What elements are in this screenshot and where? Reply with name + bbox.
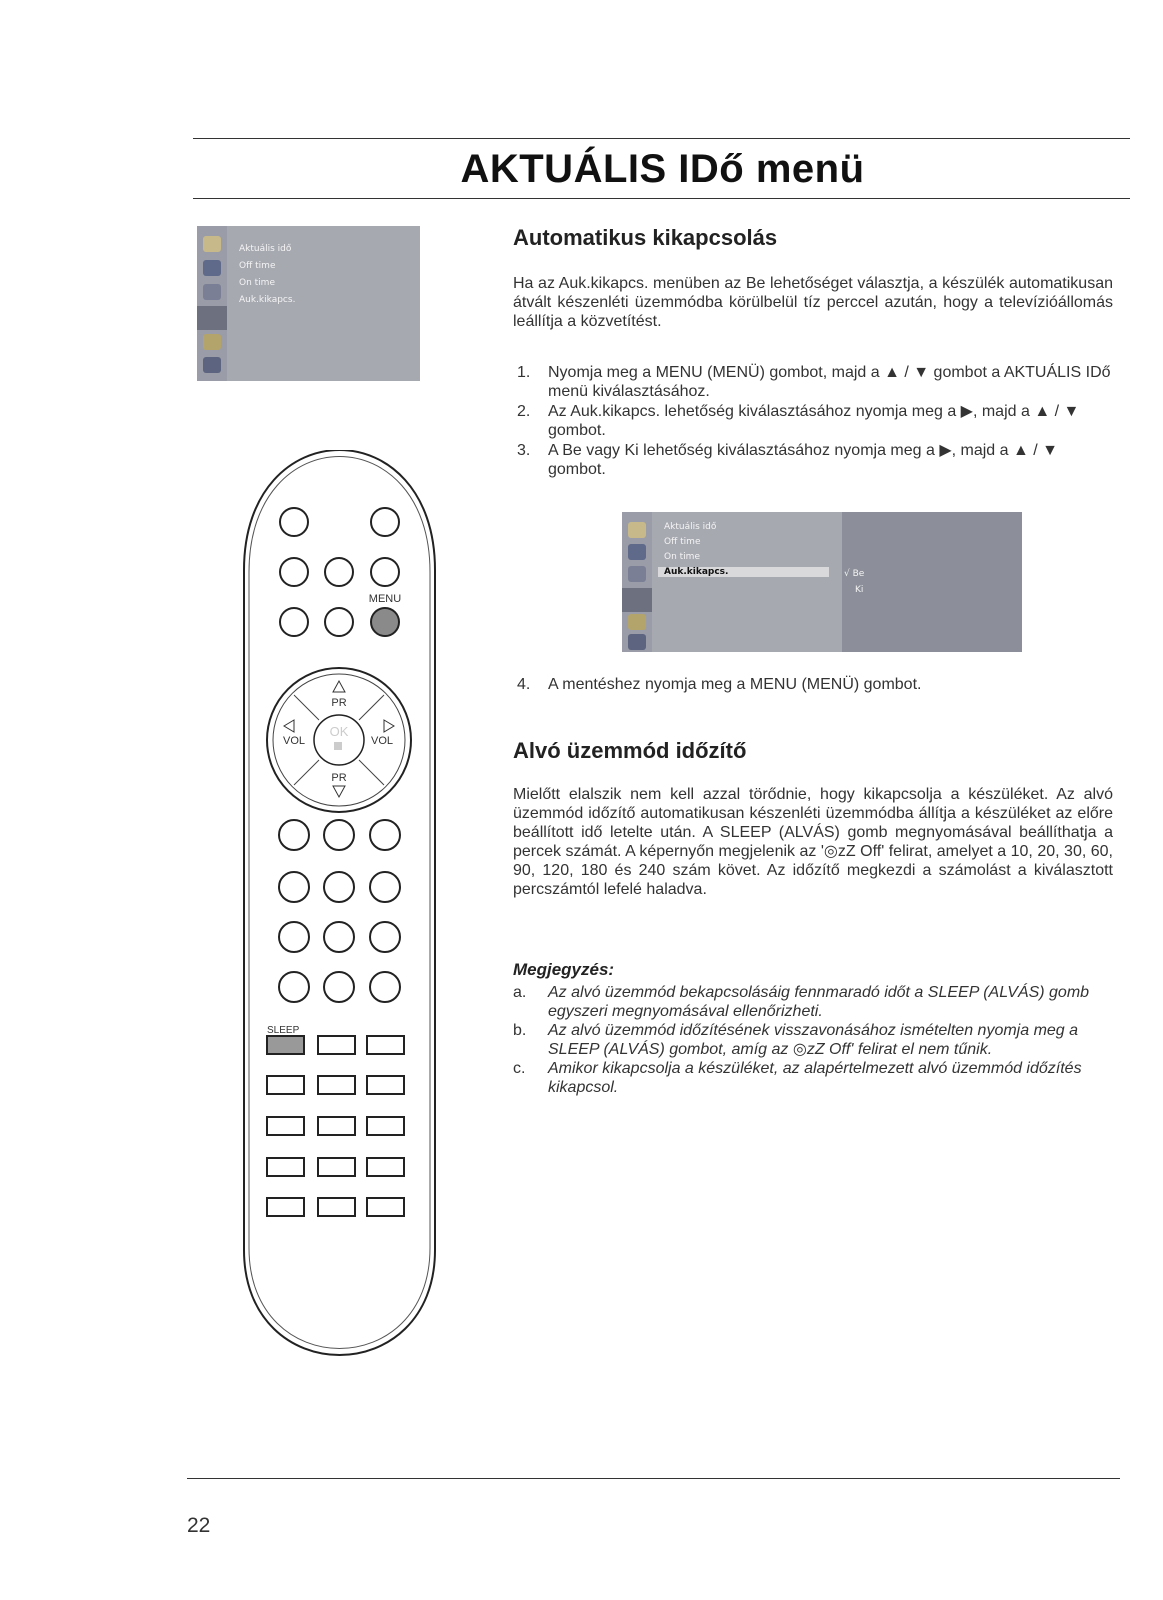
section-heading-auto-off: Automatikus kikapcsolás: [513, 225, 778, 250]
remote-rect-button: [367, 1158, 404, 1176]
sound-menu-icon: [628, 544, 646, 560]
remote-rect-button: [367, 1198, 404, 1216]
notes-list: [513, 983, 1113, 1097]
number-button: [279, 972, 309, 1002]
step-item: [513, 363, 1113, 401]
note-letter: b.: [513, 1022, 527, 1039]
number-button: [324, 972, 354, 1002]
remote-rect-button: [367, 1036, 404, 1054]
step-number: 4.: [517, 676, 531, 693]
note-letter: c.: [513, 1060, 526, 1077]
step-number: 3.: [517, 442, 531, 459]
picture-menu-icon: [628, 522, 646, 538]
step-text: A Be vagy Ki lehetőség kiválasztásához nyomja meg a ▶, majd a ▲ / ▼ gombot.: [548, 442, 1058, 478]
auto-off-steps: [513, 363, 1113, 480]
sleep-paragraph: Mielőtt elalszik nem kell azzal törődnie, hogy kikapcsolja a készüléket. Az alvó üzemmód időzítő automatikusan készenléti üzemmódba állítja a készüléket az előre beállított idő letelte után. A SLEEP (ALVÁS) gomb megnyomásával beállíthatja a percek számát. A képernyőn megjelenik az '◎zZ Off' felirat, amelyet a 10, 20, 30, 60, 90, 120, 180 és 240 szám követ. Az időzítő megkezdi a számolást a kiválasztott percszámtól lefelé haladva.: [513, 786, 1113, 898]
number-button: [370, 872, 400, 902]
pr-up-label: PR: [331, 697, 347, 709]
note-item: [513, 983, 1113, 1021]
step-number: 2.: [517, 403, 531, 420]
footer-rule: [187, 1478, 1120, 1479]
remote-rect-button: [267, 1117, 304, 1135]
number-button: [370, 922, 400, 952]
remote-rect-button: [318, 1036, 355, 1054]
number-button: [279, 820, 309, 850]
picture-menu-icon: [203, 236, 221, 252]
osd-small-item-auto-off: Auk.kikapcs.: [239, 295, 296, 305]
option-menu-icon: [628, 634, 646, 650]
number-button: [279, 922, 309, 952]
sleep-button-label: SLEEP: [267, 1025, 300, 1036]
remote-rect-button: [267, 1158, 304, 1176]
remote-rect-button: [318, 1198, 355, 1216]
pr-down-label: PR: [331, 772, 347, 784]
ok-button-square-icon: [334, 742, 342, 750]
step-item: [513, 441, 1113, 479]
note-item: [513, 1021, 1113, 1059]
ok-button: [314, 715, 364, 765]
osd-large-item-clock: Aktuális idő: [664, 522, 717, 532]
time-menu-icon: [197, 306, 227, 330]
note-text: Az alvó üzemmód bekapcsolásáig fennmaradó időt a SLEEP (ALVÁS) gomb egyszeri megnyomásával ellenőrizheti.: [548, 984, 1090, 1020]
number-button: [370, 820, 400, 850]
sound-menu-icon: [203, 260, 221, 276]
channel-menu-icon: [203, 284, 221, 300]
osd-large-item-on-time: On time: [664, 552, 700, 562]
number-button: [370, 972, 400, 1002]
remote-button: [371, 508, 399, 536]
menu-button-label: MENU: [368, 593, 402, 605]
osd-option-be: √ Be: [844, 569, 865, 579]
vol-left-label: VOL: [282, 735, 306, 747]
note-item: [513, 1059, 1113, 1097]
note-text: Az alvó üzemmód időzítésének visszavonásához ismételten nyomja meg a SLEEP (ALVÁS) gombot, amíg az ◎zZ Off' felirat el nem tűnik.: [548, 1022, 1079, 1058]
channel-menu-icon: [628, 566, 646, 582]
header-rule-bottom: [193, 198, 1130, 199]
number-button: [279, 872, 309, 902]
osd-option-ki: Ki: [855, 585, 864, 595]
remote-control-illustration: [232, 450, 447, 1380]
osd-small-item-off-time: Off time: [239, 261, 276, 271]
section-heading-sleep: Alvó üzemmód időzítő: [513, 738, 747, 763]
osd-submenu-panel: [842, 512, 1022, 652]
remote-rect-button: [318, 1117, 355, 1135]
remote-rect-button: [318, 1158, 355, 1176]
remote-rect-button: [367, 1076, 404, 1094]
page-title: AKTUÁLIS IDő menü: [460, 147, 865, 191]
remote-button: [280, 608, 308, 636]
note-letter: a.: [513, 984, 527, 1001]
remote-rect-button: [267, 1076, 304, 1094]
remote-rect-button: [267, 1198, 304, 1216]
remote-button: [280, 508, 308, 536]
remote-rect-button: [367, 1117, 404, 1135]
step-number: 1.: [517, 364, 531, 381]
osd-menu-small: [197, 226, 420, 381]
header-rule-top: [193, 138, 1130, 139]
time-menu-icon: [622, 588, 652, 612]
step-item: [513, 402, 1113, 440]
step-text: Az Auk.kikapcs. lehetőség kiválasztásához nyomja meg a ▶, majd a ▲ / ▼ gombot.: [548, 403, 1080, 439]
setup-menu-icon: [628, 614, 646, 630]
number-button: [324, 872, 354, 902]
remote-button: [371, 558, 399, 586]
step-item: [513, 675, 1113, 694]
remote-rect-button: [318, 1076, 355, 1094]
osd-large-item-auto-off: Auk.kikapcs.: [658, 567, 829, 577]
auto-off-step4: [513, 675, 1113, 695]
step-text: A mentéshez nyomja meg a MENU (MENÜ) gombot.: [548, 676, 922, 693]
step-text: Nyomja meg a MENU (MENÜ) gombot, majd a ▲ / ▼ gombot a AKTUÁLIS IDő menü kiválasztásához.: [548, 364, 1111, 400]
osd-small-item-on-time: On time: [239, 278, 275, 288]
remote-button: [325, 608, 353, 636]
number-button: [324, 820, 354, 850]
setup-menu-icon: [203, 334, 221, 350]
vol-right-label: VOL: [370, 735, 394, 747]
number-button: [324, 922, 354, 952]
ok-button-label: OK: [329, 724, 349, 739]
option-menu-icon: [203, 357, 221, 373]
sleep-button: [267, 1036, 304, 1054]
remote-button: [325, 558, 353, 586]
page-number: 22: [187, 1514, 211, 1537]
remote-button: [280, 558, 308, 586]
osd-menu-large: [622, 512, 1022, 652]
note-heading: Megjegyzés:: [513, 960, 615, 979]
auto-off-intro: Ha az Auk.kikapcs. menüben az Be lehetőséget választja, a készülék automatikusan átvált készenléti üzemmódba körülbelül tíz perccel azután, hogy a televízióállomás leállítja a közvetítést.: [513, 275, 1113, 330]
osd-large-item-off-time: Off time: [664, 537, 701, 547]
note-text: Amikor kikapcsolja a készüléket, az alapértelmezett alvó üzemmód időzítés kikapcsol.: [548, 1060, 1082, 1096]
osd-small-item-clock: Aktuális idő: [239, 244, 292, 254]
menu-button: [371, 608, 399, 636]
